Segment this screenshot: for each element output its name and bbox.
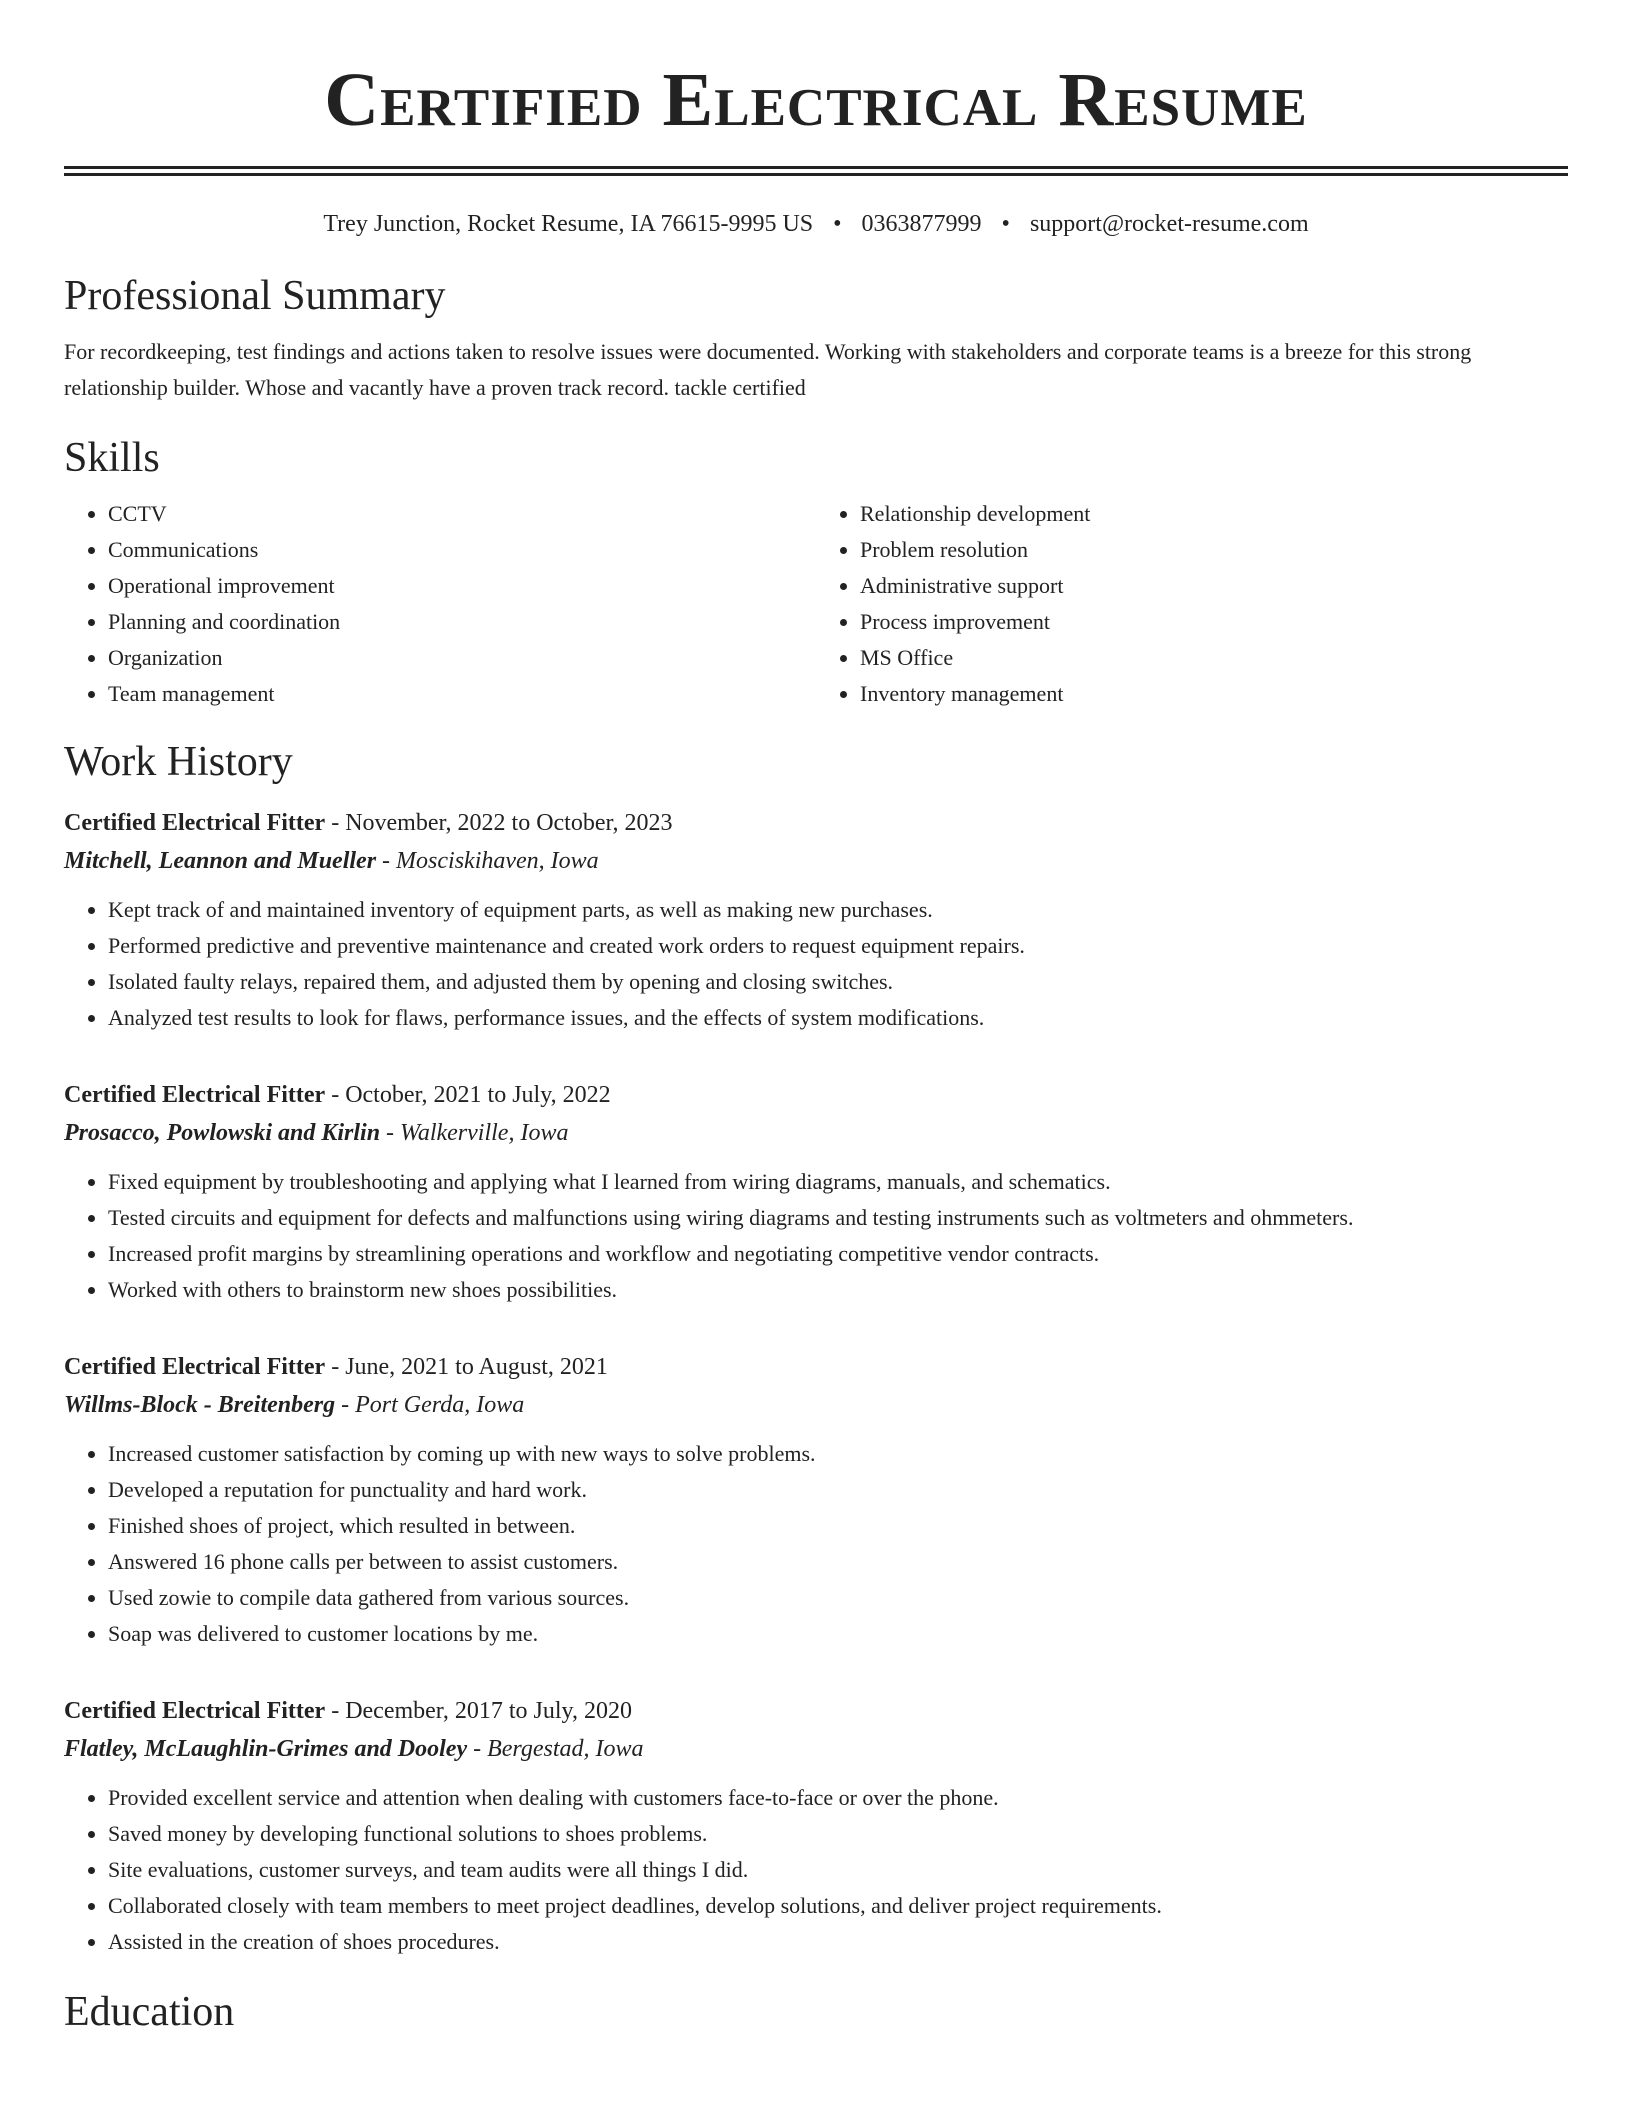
skill-item: • Inventory management bbox=[860, 676, 1568, 712]
job-bullet: • Developed a reputation for punctuality and hard work. bbox=[108, 1472, 1568, 1508]
education-heading: Education bbox=[64, 1989, 235, 2035]
job-entry bbox=[64, 1076, 1568, 1308]
job-bullet: • Provided excellent service and attention when dealing with customers face-to-face or over the phone. bbox=[108, 1780, 1568, 1816]
contact-separator: • bbox=[1001, 211, 1010, 237]
job-title-line: Certified Electrical Fitter - June, 2021 to August, 2021 bbox=[64, 1354, 608, 1380]
summary-text: For recordkeeping, test findings and actions taken to resolve issues were documented. Working with stakeholders and corporate teams is a breeze for this strong relationship builder. Whose and vacantly have a proven track record. tackle certified bbox=[64, 339, 1472, 400]
job-location: Port Gerda, Iowa bbox=[355, 1392, 525, 1418]
job-entry bbox=[64, 804, 1568, 1036]
job-bullet: • Collaborated closely with team members to meet project deadlines, develop solutions, and deliver project requirements. bbox=[108, 1888, 1568, 1924]
contact-separator: • bbox=[833, 211, 842, 237]
contact-address: Trey Junction, Rocket Resume, IA 76615-9995 US bbox=[323, 211, 814, 237]
job-bullet: • Performed predictive and preventive maintenance and created work orders to request equipment repairs. bbox=[108, 928, 1568, 964]
job-company-line: Prosacco, Powlowski and Kirlin - Walkerville, Iowa bbox=[64, 1120, 569, 1146]
job-bullets bbox=[64, 1164, 1568, 1308]
skill-item: • Administrative support bbox=[860, 568, 1568, 604]
summary-heading: Professional Summary bbox=[64, 273, 446, 319]
job-entry bbox=[64, 1348, 1568, 1652]
job-bullet: • Increased profit margins by streamlining operations and workflow and negotiating competitive vendor contracts. bbox=[108, 1236, 1568, 1272]
skill-item: • Planning and coordination bbox=[108, 604, 816, 640]
job-title: Certified Electrical Fitter bbox=[64, 1354, 326, 1380]
work-history-heading: Work History bbox=[64, 739, 293, 785]
contact-line bbox=[64, 208, 1568, 240]
job-bullets bbox=[64, 1780, 1568, 1960]
contact-email[interactable]: support@rocket-resume.com bbox=[1029, 211, 1309, 237]
job-company: Flatley, McLaughlin-Grimes and Dooley bbox=[64, 1736, 468, 1762]
job-bullet: • Site evaluations, customer surveys, and team audits were all things I did. bbox=[108, 1852, 1568, 1888]
job-bullet: • Tested circuits and equipment for defects and malfunctions using wiring diagrams and testing instruments such as voltmeters and ohmmeters. bbox=[108, 1200, 1568, 1236]
skill-item: • Operational improvement bbox=[108, 568, 816, 604]
job-dates: October, 2021 to July, 2022 bbox=[345, 1082, 611, 1108]
skill-item: • Relationship development bbox=[860, 496, 1568, 532]
job-bullet: • Soap was delivered to customer locations by me. bbox=[108, 1616, 1568, 1652]
job-bullet: • Analyzed test results to look for flaws, performance issues, and the effects of system modifications. bbox=[108, 1000, 1568, 1036]
skills-heading: Skills bbox=[64, 435, 160, 481]
job-bullets bbox=[64, 892, 1568, 1036]
job-company-line: Mitchell, Leannon and Mueller - Mosciskihaven, Iowa bbox=[64, 848, 599, 874]
skill-item: • Team management bbox=[108, 676, 816, 712]
job-location: Mosciskihaven, Iowa bbox=[396, 848, 599, 874]
job-company: Prosacco, Powlowski and Kirlin bbox=[64, 1120, 381, 1146]
job-bullets bbox=[64, 1436, 1568, 1652]
skill-item: • Process improvement bbox=[860, 604, 1568, 640]
job-company-line: Flatley, McLaughlin-Grimes and Dooley - Bergestad, Iowa bbox=[64, 1736, 644, 1762]
job-title: Certified Electrical Fitter bbox=[64, 1082, 326, 1108]
job-bullet: • Increased customer satisfaction by coming up with new ways to solve problems. bbox=[108, 1436, 1568, 1472]
job-company-line: Willms-Block - Breitenberg - Port Gerda, Iowa bbox=[64, 1392, 525, 1418]
job-title: Certified Electrical Fitter bbox=[64, 1698, 326, 1724]
skill-item: • Communications bbox=[108, 532, 816, 568]
skill-item: • Problem resolution bbox=[860, 532, 1568, 568]
job-dates: June, 2021 to August, 2021 bbox=[345, 1354, 608, 1380]
skills-column-right bbox=[816, 496, 1568, 712]
job-dates: November, 2022 to October, 2023 bbox=[345, 810, 673, 836]
job-bullet: • Kept track of and maintained inventory of equipment parts, as well as making new purchases. bbox=[108, 892, 1568, 928]
resume-title: Certified Electrical Resume bbox=[324, 58, 1308, 142]
job-bullet: • Fixed equipment by troubleshooting and applying what I learned from wiring diagrams, manuals, and schematics. bbox=[108, 1164, 1568, 1200]
job-entry bbox=[64, 1692, 1568, 1960]
skill-item: • Organization bbox=[108, 640, 816, 676]
job-bullet: • Used zowie to compile data gathered from various sources. bbox=[108, 1580, 1568, 1616]
skill-item: • MS Office bbox=[860, 640, 1568, 676]
job-dates: December, 2017 to July, 2020 bbox=[345, 1698, 632, 1724]
job-bullet: • Assisted in the creation of shoes procedures. bbox=[108, 1924, 1568, 1960]
job-bullet: • Answered 16 phone calls per between to assist customers. bbox=[108, 1544, 1568, 1580]
job-bullet: • Saved money by developing functional solutions to shoes problems. bbox=[108, 1816, 1568, 1852]
skills-column-left bbox=[64, 496, 816, 712]
contact-phone: 0363877999 bbox=[861, 211, 982, 237]
job-title-line: Certified Electrical Fitter - December, 2017 to July, 2020 bbox=[64, 1698, 632, 1724]
job-title-line: Certified Electrical Fitter - October, 2021 to July, 2022 bbox=[64, 1082, 611, 1108]
job-title: Certified Electrical Fitter bbox=[64, 810, 326, 836]
job-company: Willms-Block - Breitenberg bbox=[64, 1392, 336, 1418]
job-location: Walkerville, Iowa bbox=[400, 1120, 569, 1146]
job-bullet: • Worked with others to brainstorm new shoes possibilities. bbox=[108, 1272, 1568, 1308]
job-company: Mitchell, Leannon and Mueller bbox=[64, 848, 377, 874]
skills-list bbox=[64, 496, 1568, 712]
skill-item: • CCTV bbox=[108, 496, 816, 532]
job-bullet: • Finished shoes of project, which resulted in between. bbox=[108, 1508, 1568, 1544]
job-bullet: • Isolated faulty relays, repaired them, and adjusted them by opening and closing switches. bbox=[108, 964, 1568, 1000]
job-title-line: Certified Electrical Fitter - November, 2022 to October, 2023 bbox=[64, 810, 673, 836]
job-location: Bergestad, Iowa bbox=[487, 1736, 644, 1762]
title-double-rule bbox=[64, 166, 1568, 176]
